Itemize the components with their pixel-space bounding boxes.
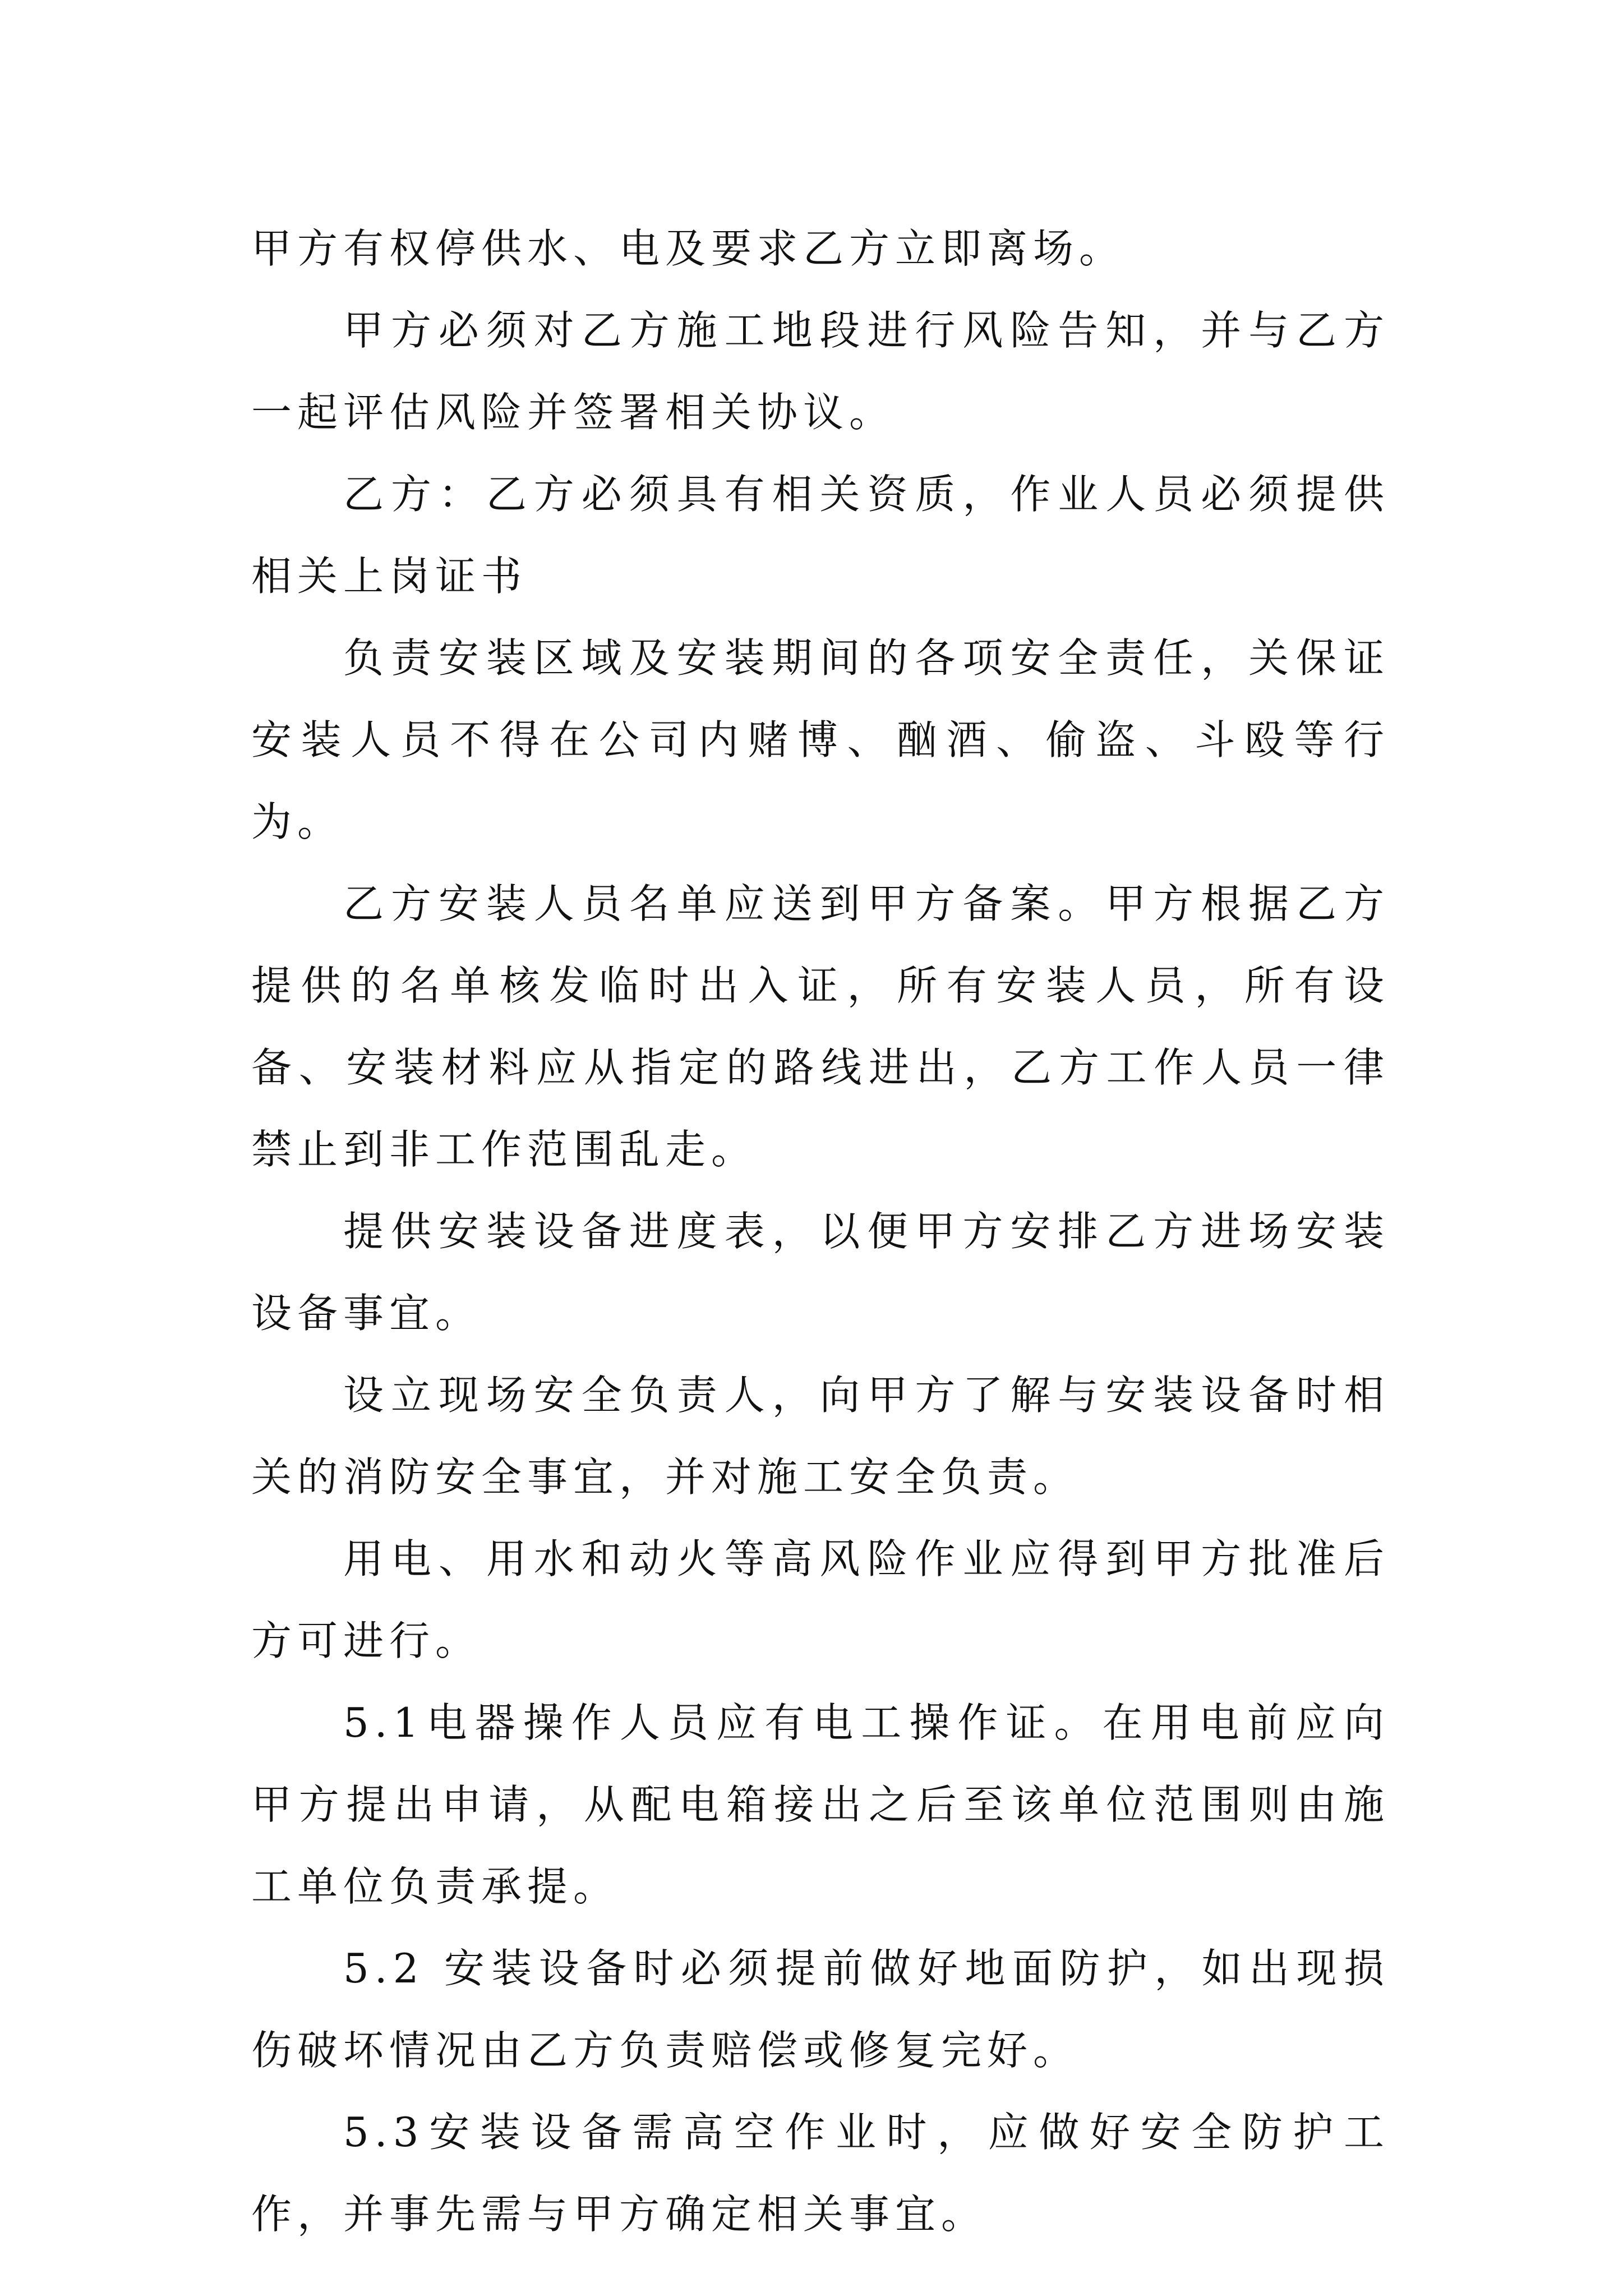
paragraph-site-safety-officer: 设立现场安全负责人，向甲方了解与安装设备时相关的消防安全事宜，并对施工安全负责。	[251, 1372, 1390, 1501]
paragraph-clause-5-1: 5.1电器操作人员应有电工操作证。在用电前应向甲方提出申请，从配电箱接出之后至该单位范围则由施工单位负责承提。	[251, 1699, 1390, 1910]
paragraph-continuation: 甲方有权停供水、电及要求乙方立即离场。	[251, 225, 1126, 272]
paragraph-personnel-list: 乙方安装人员名单应送到甲方备案。甲方根据乙方提供的名单核发临时出入证，所有安装人员，所有设备、安装材料应从指定的路线进出，乙方工作人员一律禁止到非工作范围乱走。	[251, 880, 1390, 1173]
paragraph-risk-notice: 甲方必须对乙方施工地段进行风险告知，并与乙方一起评估风险并签署相关协议。	[251, 307, 1390, 436]
paragraph-clause-5-3: 5.3安装设备需高空作业时，应做好安全防护工作，并事先需与甲方确定相关事宜。	[251, 2109, 1390, 2238]
paragraph-party-b-qualification: 乙方：乙方必须具有相关资质，作业人员必须提供相关上岗证书	[251, 471, 1390, 600]
paragraph-clause-5-2: 5.2 安装设备时必须提前做好地面防护，如出现损伤破坏情况由乙方负责赔偿或修复完好。	[251, 1945, 1390, 2074]
paragraph-high-risk-work: 用电、用水和动火等高风险作业应得到甲方批准后方可进行。	[251, 1535, 1390, 1664]
paragraph-safety-responsibility: 负责安装区域及安装期间的各项安全责任，关保证安装人员不得在公司内赌博、酗酒、偷盗、斗殴等行为。	[251, 634, 1390, 845]
document-body	[251, 208, 1390, 2255]
paragraph-schedule: 提供安装设备进度表，以便甲方安排乙方进场安装设备事宜。	[251, 1208, 1390, 1337]
